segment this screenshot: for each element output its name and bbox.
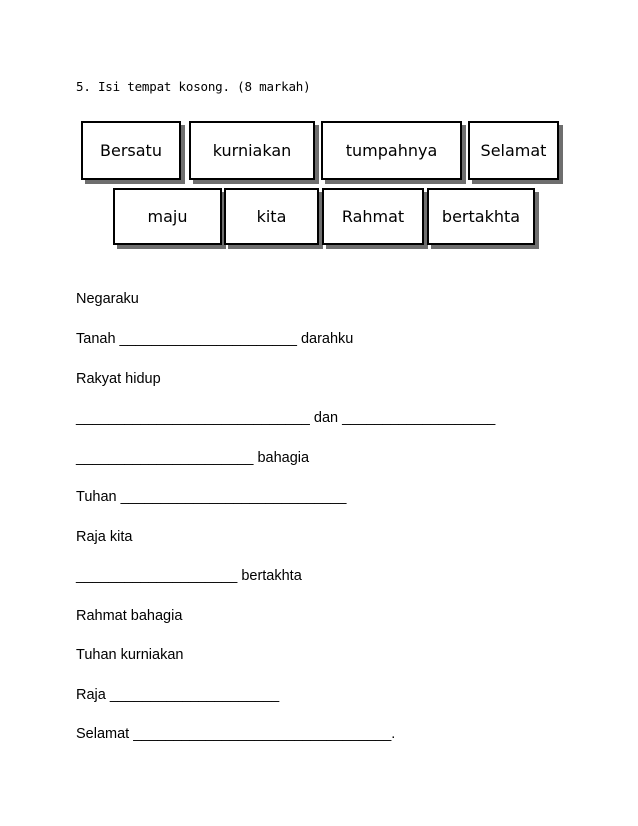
lyric-line-9: Rahmat bahagia [76,608,183,624]
lyric-line-10: Tuhan kurniakan [76,647,184,663]
lyric-line-12: Selamat ________________________________. [76,726,396,742]
lyric-line-6: Tuhan ____________________________ [76,489,347,505]
word-box-tumpahnya: tumpahnya [321,121,462,180]
word-box-kita: kita [224,188,319,245]
word-box-bertakhta: bertakhta [427,188,535,245]
lyric-line-3: Rakyat hidup [76,371,161,387]
lyric-line-5: ______________________ bahagia [76,450,310,466]
word-box-kurniakan: kurniakan [189,121,315,180]
word-box-rahmat: Rahmat [322,188,424,245]
word-box-selamat: Selamat [468,121,559,180]
question-heading: 5. Isi tempat kosong. (8 markah) [76,79,311,94]
lyric-line-7: Raja kita [76,529,133,545]
word-box-bersatu: Bersatu [81,121,181,180]
lyric-line-4: _____________________________ dan ___________________ [76,410,496,426]
word-box-maju: maju [113,188,222,245]
lyric-line-2: Tanah ______________________ darahku [76,331,354,347]
lyric-line-8: ____________________ bertakhta [76,568,302,584]
lyric-line-11: Raja _____________________ [76,687,280,703]
lyric-line-1: Negaraku [76,291,139,307]
